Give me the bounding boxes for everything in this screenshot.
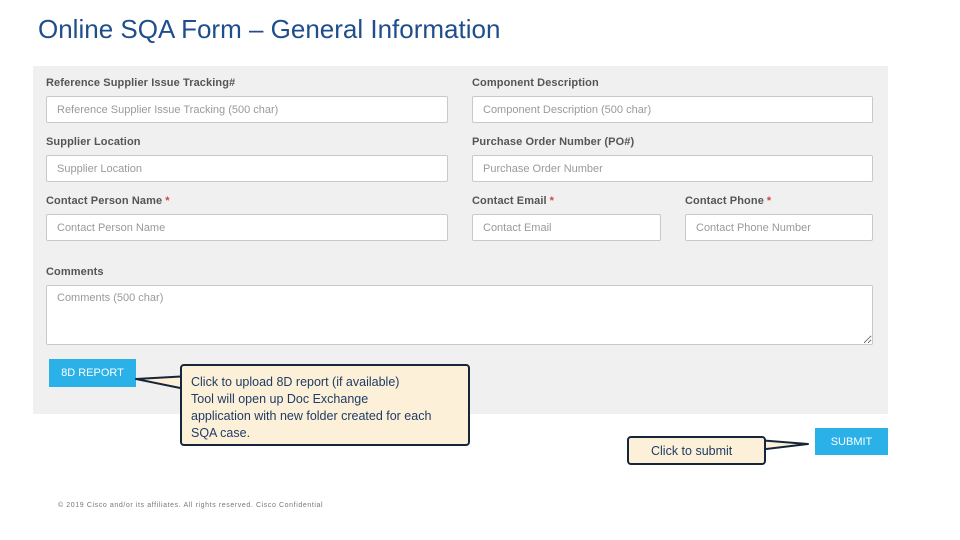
required-marker: * [766,195,772,207]
required-marker: * [549,195,555,207]
component-description-label: Component Description [472,77,599,89]
supplier-location-input[interactable] [46,155,448,182]
contact-email-input[interactable] [472,214,661,241]
callout-line: Click to upload 8D report (if available) [191,375,400,389]
po-number-label: Purchase Order Number (PO#) [472,136,635,148]
callout-line: Tool will open up Doc Exchange [191,392,369,406]
upload-8d-callout [180,364,470,446]
callout-line: application with new folder created for each [191,409,432,423]
8d-report-button[interactable]: 8D REPORT [49,359,136,387]
comments-textarea[interactable] [46,285,873,345]
page-title: Online SQA Form – General Information [38,14,501,44]
contact-name-input[interactable] [46,214,448,241]
contact-phone-label: Contact Phone * [685,195,772,207]
contact-email-label: Contact Email * [472,195,555,207]
required-marker: * [165,195,170,207]
submit-button[interactable]: SUBMIT [815,428,888,455]
ref-tracking-input[interactable] [46,96,448,123]
component-description-input[interactable] [472,96,873,123]
submit-callout: Click to submit [627,436,766,465]
contact-name-label: Contact Person Name * [46,195,170,207]
contact-phone-input[interactable] [685,214,873,241]
ref-tracking-label: Reference Supplier Issue Tracking# [46,77,236,89]
po-number-input[interactable] [472,155,873,182]
supplier-location-label: Supplier Location [46,136,141,148]
comments-label: Comments [46,266,104,278]
copyright-footer: © 2019 Cisco and/or its affiliates. All rights reserved. Cisco Confidential [58,502,324,509]
callout-line: SQA case. [191,426,251,440]
